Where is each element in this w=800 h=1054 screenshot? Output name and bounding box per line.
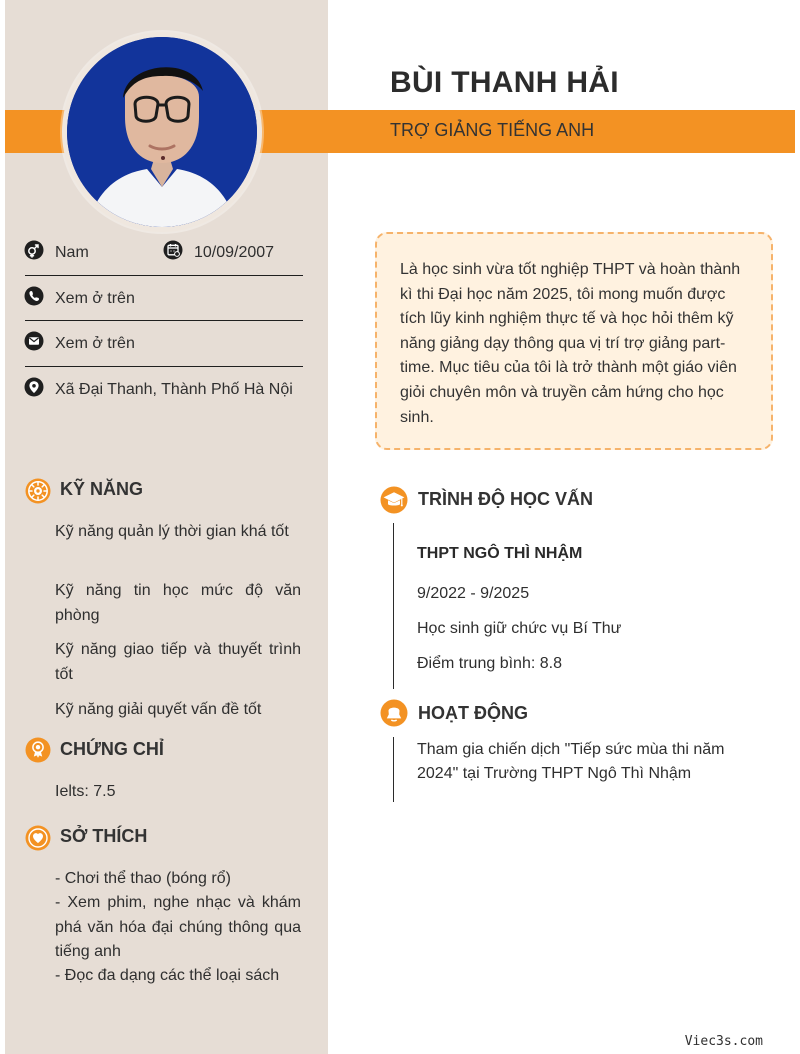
phone-icon (24, 286, 44, 306)
divider-2 (25, 320, 303, 321)
certificate-icon (25, 737, 51, 763)
phone-value: Xem ở trên (55, 290, 135, 307)
email-value: Xem ở trên (55, 335, 135, 352)
footer-watermark: Viec3s.com (684, 1034, 763, 1049)
skill-item-3: Kỹ năng giao tiếp và thuyết trình tốt (55, 641, 301, 683)
activity-icon (380, 699, 408, 727)
heart-icon (25, 825, 51, 851)
interest-item-3: - Đọc đa dạng các thể loại sách (55, 967, 280, 984)
activities-description: Tham gia chiến dịch "Tiếp sức mùa thi năm 2024" tại Trường THPT Ngô Thì Nhậm (417, 741, 725, 782)
profile-photo (67, 37, 257, 227)
education-timeline-line (393, 523, 394, 689)
job-title: TRỢ GIẢNG TIẾNG ANH (390, 120, 595, 140)
location-icon (24, 377, 44, 397)
skill-item-4: Kỹ năng giải quyết vấn đề tốt (55, 701, 262, 718)
activities-timeline-line (393, 737, 394, 802)
education-gpa: Điểm trung bình: 8.8 (417, 655, 562, 672)
profile-photo-svg (67, 37, 257, 227)
divider-3 (25, 366, 303, 367)
calendar-icon (163, 240, 183, 260)
summary-box: Là học sinh vừa tốt nghiệp THPT và hoàn thành kì thi Đại học năm 2025, tôi mong muốn được tích lũy kinh nghiệm thực tế và học hỏi thêm kỹ năng giảng dạy thông qua vị trí trợ giảng part-time. Mục tiêu của tôi là trở thành một giáo viên giỏi chuyên môn và truyền cảm hứng cho học sinh. (375, 232, 773, 450)
interest-item-1: - Chơi thể thao (bóng rổ) (55, 870, 231, 887)
certificate-item-1: Ielts: 7.5 (55, 783, 116, 800)
address-value: Xã Đại Thanh, Thành Phố Hà Nội (55, 381, 293, 398)
skills-icon (25, 478, 51, 504)
education-role: Học sinh giữ chức vụ Bí Thư (417, 620, 622, 637)
email-icon (24, 331, 44, 351)
skills-heading: KỸ NĂNG (60, 479, 144, 499)
gender-icon (24, 240, 44, 260)
gender-value: Nam (55, 244, 89, 261)
education-heading: TRÌNH ĐỘ HỌC VẤN (418, 489, 593, 509)
interests-heading: SỞ THÍCH (60, 826, 148, 846)
activities-heading: HOẠT ĐỘNG (418, 703, 528, 723)
school-name: THPT NGÔ THÌ NHẬM (417, 545, 583, 562)
skill-item-1: Kỹ năng quản lý thời gian khá tốt (55, 523, 289, 540)
profile-name: BÙI THANH HẢI (390, 66, 619, 99)
interest-item-2: - Xem phim, nghe nhạc và khám phá văn hóa đại chúng thông qua tiếng anh (55, 894, 301, 960)
education-period: 9/2022 - 9/2025 (417, 585, 530, 602)
certificates-heading: CHỨNG CHỈ (60, 739, 164, 759)
chin-mark (161, 156, 165, 160)
divider-1 (25, 275, 303, 276)
skill-item-2: Kỹ năng tin học mức độ văn phòng (55, 582, 301, 624)
birthdate-value: 10/09/2007 (194, 244, 275, 261)
graduation-cap-icon (380, 486, 408, 514)
